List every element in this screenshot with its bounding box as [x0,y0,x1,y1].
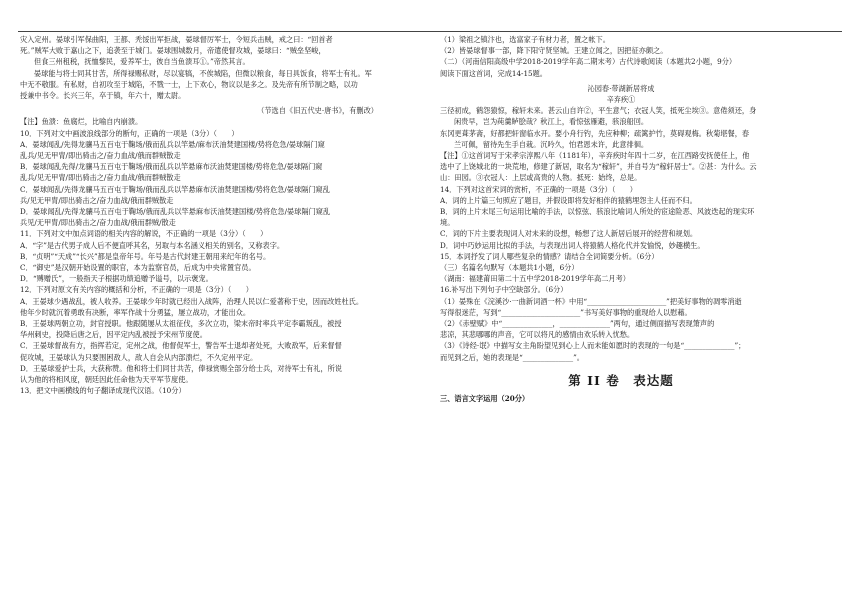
option-11a: A．“字”是古代男子成人后不便直呼其名，另取与本名涵义相关的别名，又称表字。 [20,240,285,250]
poem-title: 沁园春·带湖新居将成 [587,83,655,93]
text-line: 授兼中书令。长兴三年，卒于镇，年六十，赠太尉。 [20,91,186,101]
fill-blank-2: （2）《赤壁赋》中“______________，______________”两句，通过侧面描写表现箫声的 [440,319,715,329]
option-10a: A．晏球闻乱/先得龙骧马五百屯于鞠场/俄而乱兵以竿悬/麻布沃油焚建国楼/势将危急/晏球隔门窥 [20,139,325,149]
fill-blank-1: （1）晏殊在《浣溪沙·一曲新词酒一杯》中用“______________________”把美好事物的凋零消逝 [440,296,742,306]
annotation-note: 【注】①这首词写于宋孝宗淳熙八年（1181年），辛弃疾时年四十二岁，在江西路安抚使任上，他 [440,151,750,161]
text-line: 晏球能与将士同其甘苦，所得禄赐私财，尽以宴犒，不俟城陷，但微以粮食，每日具饭食，将军士有礼。军 [34,68,372,78]
answer-blank[interactable]: ______________ [522,352,574,362]
section-subtitle: 三、语言文字运用（20分） [440,393,530,403]
translation-item-1: （1）梁祖之镇汴也，选富家子有材力者，置之帐下。 [440,35,610,44]
right-column [440,34,802,404]
annotation-note: 【注】鱼溃：鱼腐烂，比喻自内崩溃。 [20,117,143,127]
source-note: （湖南：福建莆田第二十五中学2018-2019学年高二月考） [440,274,630,284]
poem-line: 兰可佩，留待先生手自栽。沉吟久，怕君恩未许，此意徘徊。 [454,139,649,149]
text-line: 死。”贼军大败于嘉山之下，追袭至于城门。晏球围城数月，帝遣使督攻城，晏球曰：“贼垒坚峻， [20,46,326,56]
question-16: 16.补写出下列句子中空缺部分。（6分） [440,285,568,295]
annotation-note: 山：田园。③衣冠人：上层或高贵的人物。抵死：始终，总是。 [440,173,642,183]
poem-line: 三径初成，鹤怨猿惊，稼轩未来。甚云山自许②，平生意气；衣冠人笑，抵死尘埃③。意倦须还，身 [440,106,757,116]
option-14b-cont: 境。 [440,218,455,228]
answer-blank[interactable]: ______________ [684,341,735,351]
option-11b: B．“贞明”“天成”“长兴”都是皇帝年号。年号是古代封建王朝用来纪年的名号。 [20,251,271,261]
annotation-note: 选中了上饶城北的一块荒地，修建了新居，取名为“稼轩”，并自号为“稼轩居士”。②甚：为什么。云 [440,162,757,172]
option-14b: B．词的上片末尾三句运用比喻的手法，以惊弦、骇浪比喻词人所处的宦途险恶、风波迭起的现实环 [440,207,755,217]
fill-blank-3: （3）《诗经·氓》中描写女主角盼望见到心上人而未能如愿时的表现的一句是“______________”； [440,341,746,351]
option-11c: C．“御史”是汉朝开始设置的职官，本为监察官员，后成为中央常置官员。 [20,263,256,273]
option-10d-cont: 兵见/无甲胄/即出骑击之/奋力血战/俄而群贼/散走 [20,218,176,228]
option-14c: C．词的下片主要表现词人对未来的设想，畅想了这人新居后展开的经营和规划。 [440,229,698,239]
fill-blank-2-cont: 悲凉，其悲哪哪的声音，它可以将凡的感情由欢乐转入忧愁。 [440,330,635,340]
option-10b: B．晏球闻乱先得/龙骧马五百屯于鞠场/俄而乱兵以竿悬麻布沃油焚建国楼/势将危急/晏球隔门窥 [20,162,323,172]
question-13: 13．把文中画横线的句子翻译成现代汉语。（10分） [20,386,186,396]
answer-blank[interactable]: ______________ [559,319,610,329]
option-12a: A．王晏球少遇战乱，被人收养。王晏球少年时就已经出入战阵，治理人民以仁爱著称于史，因而改姓杜氏。 [20,296,364,306]
option-12c-cont: 促攻城，王晏球认为只要围困敌人，敌人自会从内部溃烂，不久定州平定。 [20,352,258,362]
poem-line: 闲贵早，岂为莼羹鲈脍哉？秋江上，看惊弦雁避，骇浪船回。 [454,117,649,127]
question-12: 12．下列对原文有关内容的概括和分析，不正确的一项是（3分）（ ） [20,285,253,295]
header-rule [18,31,842,32]
answer-blank[interactable]: ______________________ [501,307,581,317]
poem-author: 辛弃疾① [606,95,636,105]
option-10c: C．晏球闻乱/先得龙骧马五百屯于鞠场/俄而乱兵以竿悬麻布沃油焚建国楼/势将危急/晏球隔门窥乱 [20,184,330,194]
option-10a-cont: 乱兵/见无甲胄/即出骑击之/奋力血战/俄而群贼散走 [20,151,181,161]
text-line: 中无不敬服。有私财，自初攻至于城陷，不戮一士，上下欢心，物议以是多之。及先帝有所节制之略，以功 [20,79,358,89]
section-heading: （二）（河南信阳高级中学2018-2019学年高二期末考）古代诗歌阅读（本题共2小题，9分） [440,57,737,67]
left-column [20,34,378,397]
question-10: 10．下列对文中画波浪线部分的断句，正确的一项是（3分）（ ） [20,128,239,138]
option-12b: B．王晏球两朝立功，封官授职。他跟随屡从太祖征伐，多次立功，梁末帝时率兵平定李霸叛乱，被授 [20,319,342,329]
translation-item-2: （2）皆晏球督事一部，降下阳守贤坚城。王建立闻之，因把征亦颇之。 [440,46,668,56]
fill-blank-3-cont: 而见到之后，她的表现是“______________”。 [440,352,584,362]
text-line: 但食三州租税，抚恤黎民，爱养军士，彼自当鱼溃耳①。”帝然其言。 [34,57,250,67]
section-title: 第 II 卷 表达题 [568,372,674,388]
text-line: 灾入定州。晏球引军保曲阳，王都、秃馁出军拒战，晏球督厉军士，令短兵击贼，戒之曰：“回首者 [20,35,333,44]
answer-blank[interactable]: ______________________ [587,296,667,306]
section-heading: （三）名篇名句默写（本题共1小题，6分） [440,263,579,273]
option-11d: D．“赙赠氏”，一般指天子根据功绩追赠予谥号，以示褒宠。 [20,274,213,284]
poem-line: 东冈更葺茅斋，好都把轩窗临水开。要小舟行钓，先应种柳；疏篱护竹，莫碍观梅。秋菊堪餐，春 [440,128,750,138]
instruction: 阅读下面这首词，完成14-15题。 [440,68,547,78]
option-12c: C．王晏球督战有方，指挥若定，定州之战，他督促军士，警告军士退却者处死，大败敌军，后来督督 [20,341,342,351]
option-12d: D．王晏球爱护士兵，大获称赞。他和将士们同甘共苦，俸禄赏赐全部分给士兵，对待军士有礼，所说 [20,363,343,373]
option-10d: D．晏球闻乱/先得龙骧马五百屯于鞠场/俄而乱兵以竿悬麻布沃油焚建国楼/势将危急/晏球隔门窥乱 [20,207,331,217]
option-10c-cont: 兵/见无甲胄/即出骑击之/奋力血战/俄而群贼散走 [20,195,174,205]
question-15: 15．本词抒发了词人哪些复杂的情感？请结合全词简要分析。（6分） [440,251,659,261]
option-12b-cont: 华州刺史，投降后唐之后，因平定内乱被授予宋州节度使。 [20,330,207,340]
fill-blank-1-cont: 写得很迷茫，写到“______________________”书写美好事物的重现给人以慰藉。 [440,307,692,317]
option-12d-cont: 认为他的将相风度，朝廷因此任命他为天平军节度使。 [20,375,193,385]
option-10b-cont: 乱兵/见无甲胄/即出骑击之/奋力血战/俄而群贼散走 [20,173,181,183]
option-14d: D．词中巧妙运用比拟的手法，与表现出词人将猿鹤人格化代并发愉悦，妙趣横生。 [440,240,705,250]
option-12a-cont: 他年少时就沉着勇敢有决断，率军作战十分勇猛，屡立战功，才能出众。 [20,307,251,317]
answer-blank[interactable]: ______________ [502,319,553,329]
source-citation: （节选自《旧五代史·唐书》，有删改） [257,106,378,116]
question-14: 14．下列对这首宋词的赏析，不正确的一项是（3分）（ ） [440,184,637,194]
option-14a: A．词的上片篇三句照应了题目，并假设即将发好相伴的猿鹤埋怨主人任而不归。 [440,195,697,205]
question-11: 11．下列对文中加点词语的相关内容的解说，不正确的一项是（3分）（ ） [20,229,268,239]
